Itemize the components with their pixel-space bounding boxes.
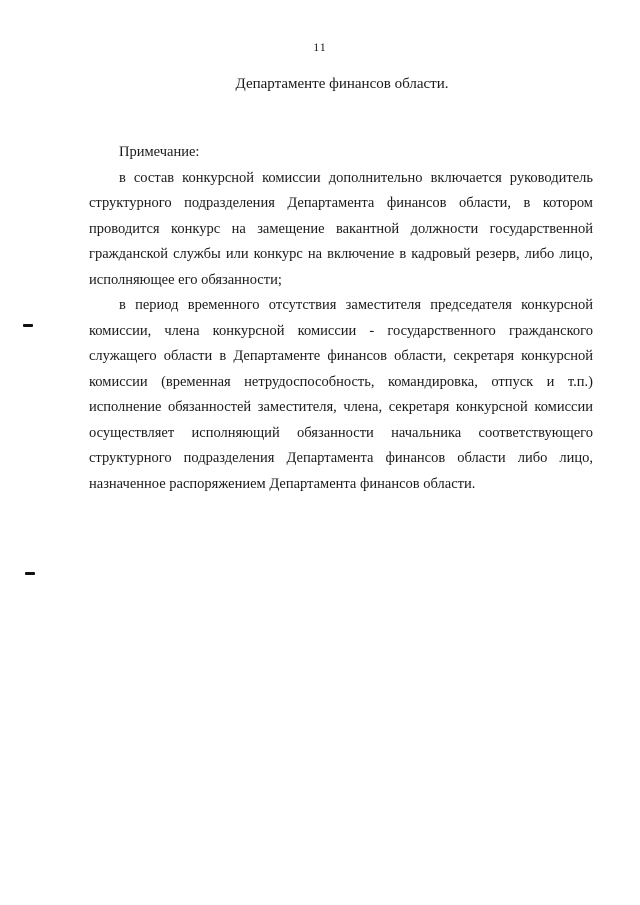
- note-paragraph-1: в состав конкурсной комиссии дополнительно включается руководитель структурного подразделения Департамента финансов области, в котором проводится конкурс на замещение вакантной должности государственной гражданской службы или конкурс на включение в кадровый резерв, либо лицо, исполняющее его обязанности;: [89, 169, 593, 288]
- note-heading: Примечание:: [119, 144, 200, 160]
- scan-mark: [25, 572, 35, 575]
- scan-mark: [23, 324, 33, 327]
- note-section: [89, 140, 593, 497]
- note-paragraph-2: в период временного отсутствия заместителя председателя конкурсной комиссии, члена конкурсной комиссии - государственного гражданского служащего области в Департаменте финансов области, секретаря конкурсной комиссии (временная нетрудоспособность, командировка, отпуск и т.п.) исполнение обязанностей заместителя, члена, секретаря конкурсной комиссии осуществляет исполняющий обязанности начальника соответствующего структурного подразделения Департамента финансов области либо лицо, назначенное распоряжением Департамента финансов области.: [89, 297, 593, 492]
- page-number: 11: [313, 40, 327, 54]
- continuation-line: Департаменте финансов области.: [235, 76, 449, 92]
